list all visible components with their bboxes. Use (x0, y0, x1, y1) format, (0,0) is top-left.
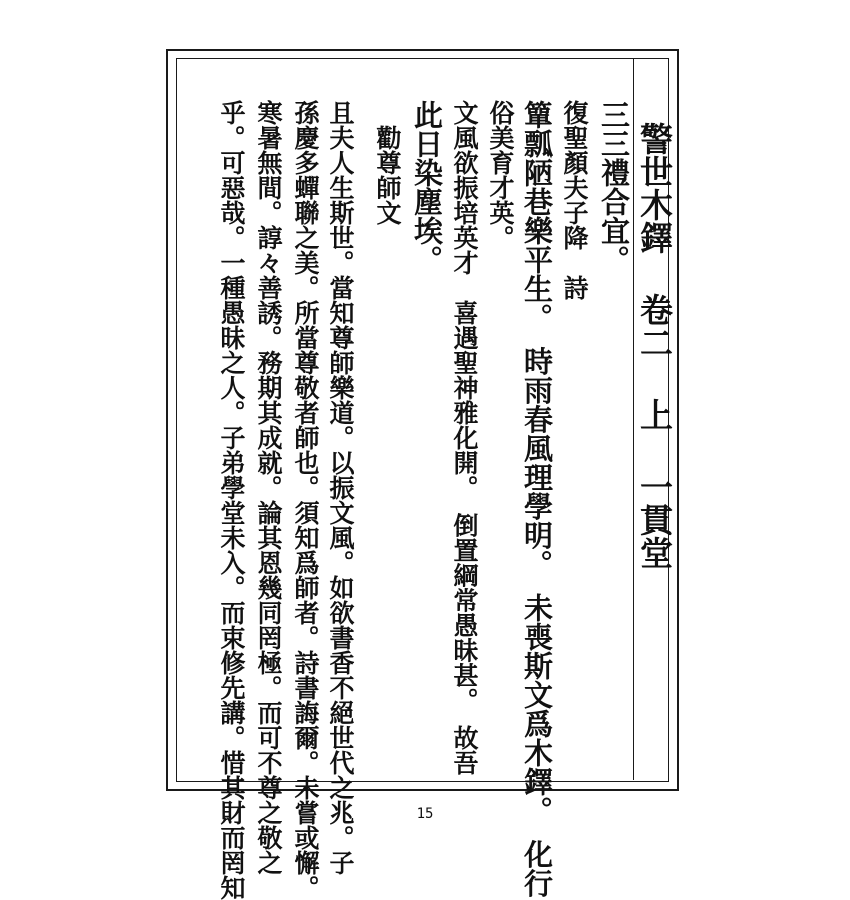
text-column-2: 復聖顏夫子降 詩 (560, 100, 589, 300)
text-column-1: 三三禮合宜。 (597, 100, 631, 274)
text-column-5: 文風欲振培英才 喜遇聖神雅化開。 倒置綱常愚昧甚。 故吾 (450, 100, 479, 775)
header-title: 警世木鐸 卷二 上 一貫堂 (635, 122, 674, 569)
text-column-11: 乎。可惡哉。一種愚昧之人。子弟學堂未入。而束修先講。惜其財而罔知 (217, 100, 246, 900)
text-column-8: 且夫人生斯世。當知尊師樂道。以振文風。如欲書香不絕世代之兆。子 (326, 100, 355, 875)
text-column-6: 此日染塵埃。 (410, 100, 444, 274)
text-column-10: 寒暑無間。諄々善誘。務期其成就。論其恩幾同罔極。而可不尊之敬之 (254, 100, 283, 875)
page-number: 15 (416, 806, 434, 822)
text-column-9: 孫慶多蟬聯之美。所當尊敬者師也。須知爲師者。詩書誨爾。未嘗或懈。 (291, 100, 320, 900)
text-column-7: 勸尊師文 (373, 100, 402, 225)
text-column-4: 俗美育才英。 (486, 100, 515, 250)
running-header (633, 58, 674, 780)
text-column-3: 簞瓢陋巷樂平生。 時雨春風理學明。 未喪斯文爲木鐸。 化行 (520, 100, 554, 898)
